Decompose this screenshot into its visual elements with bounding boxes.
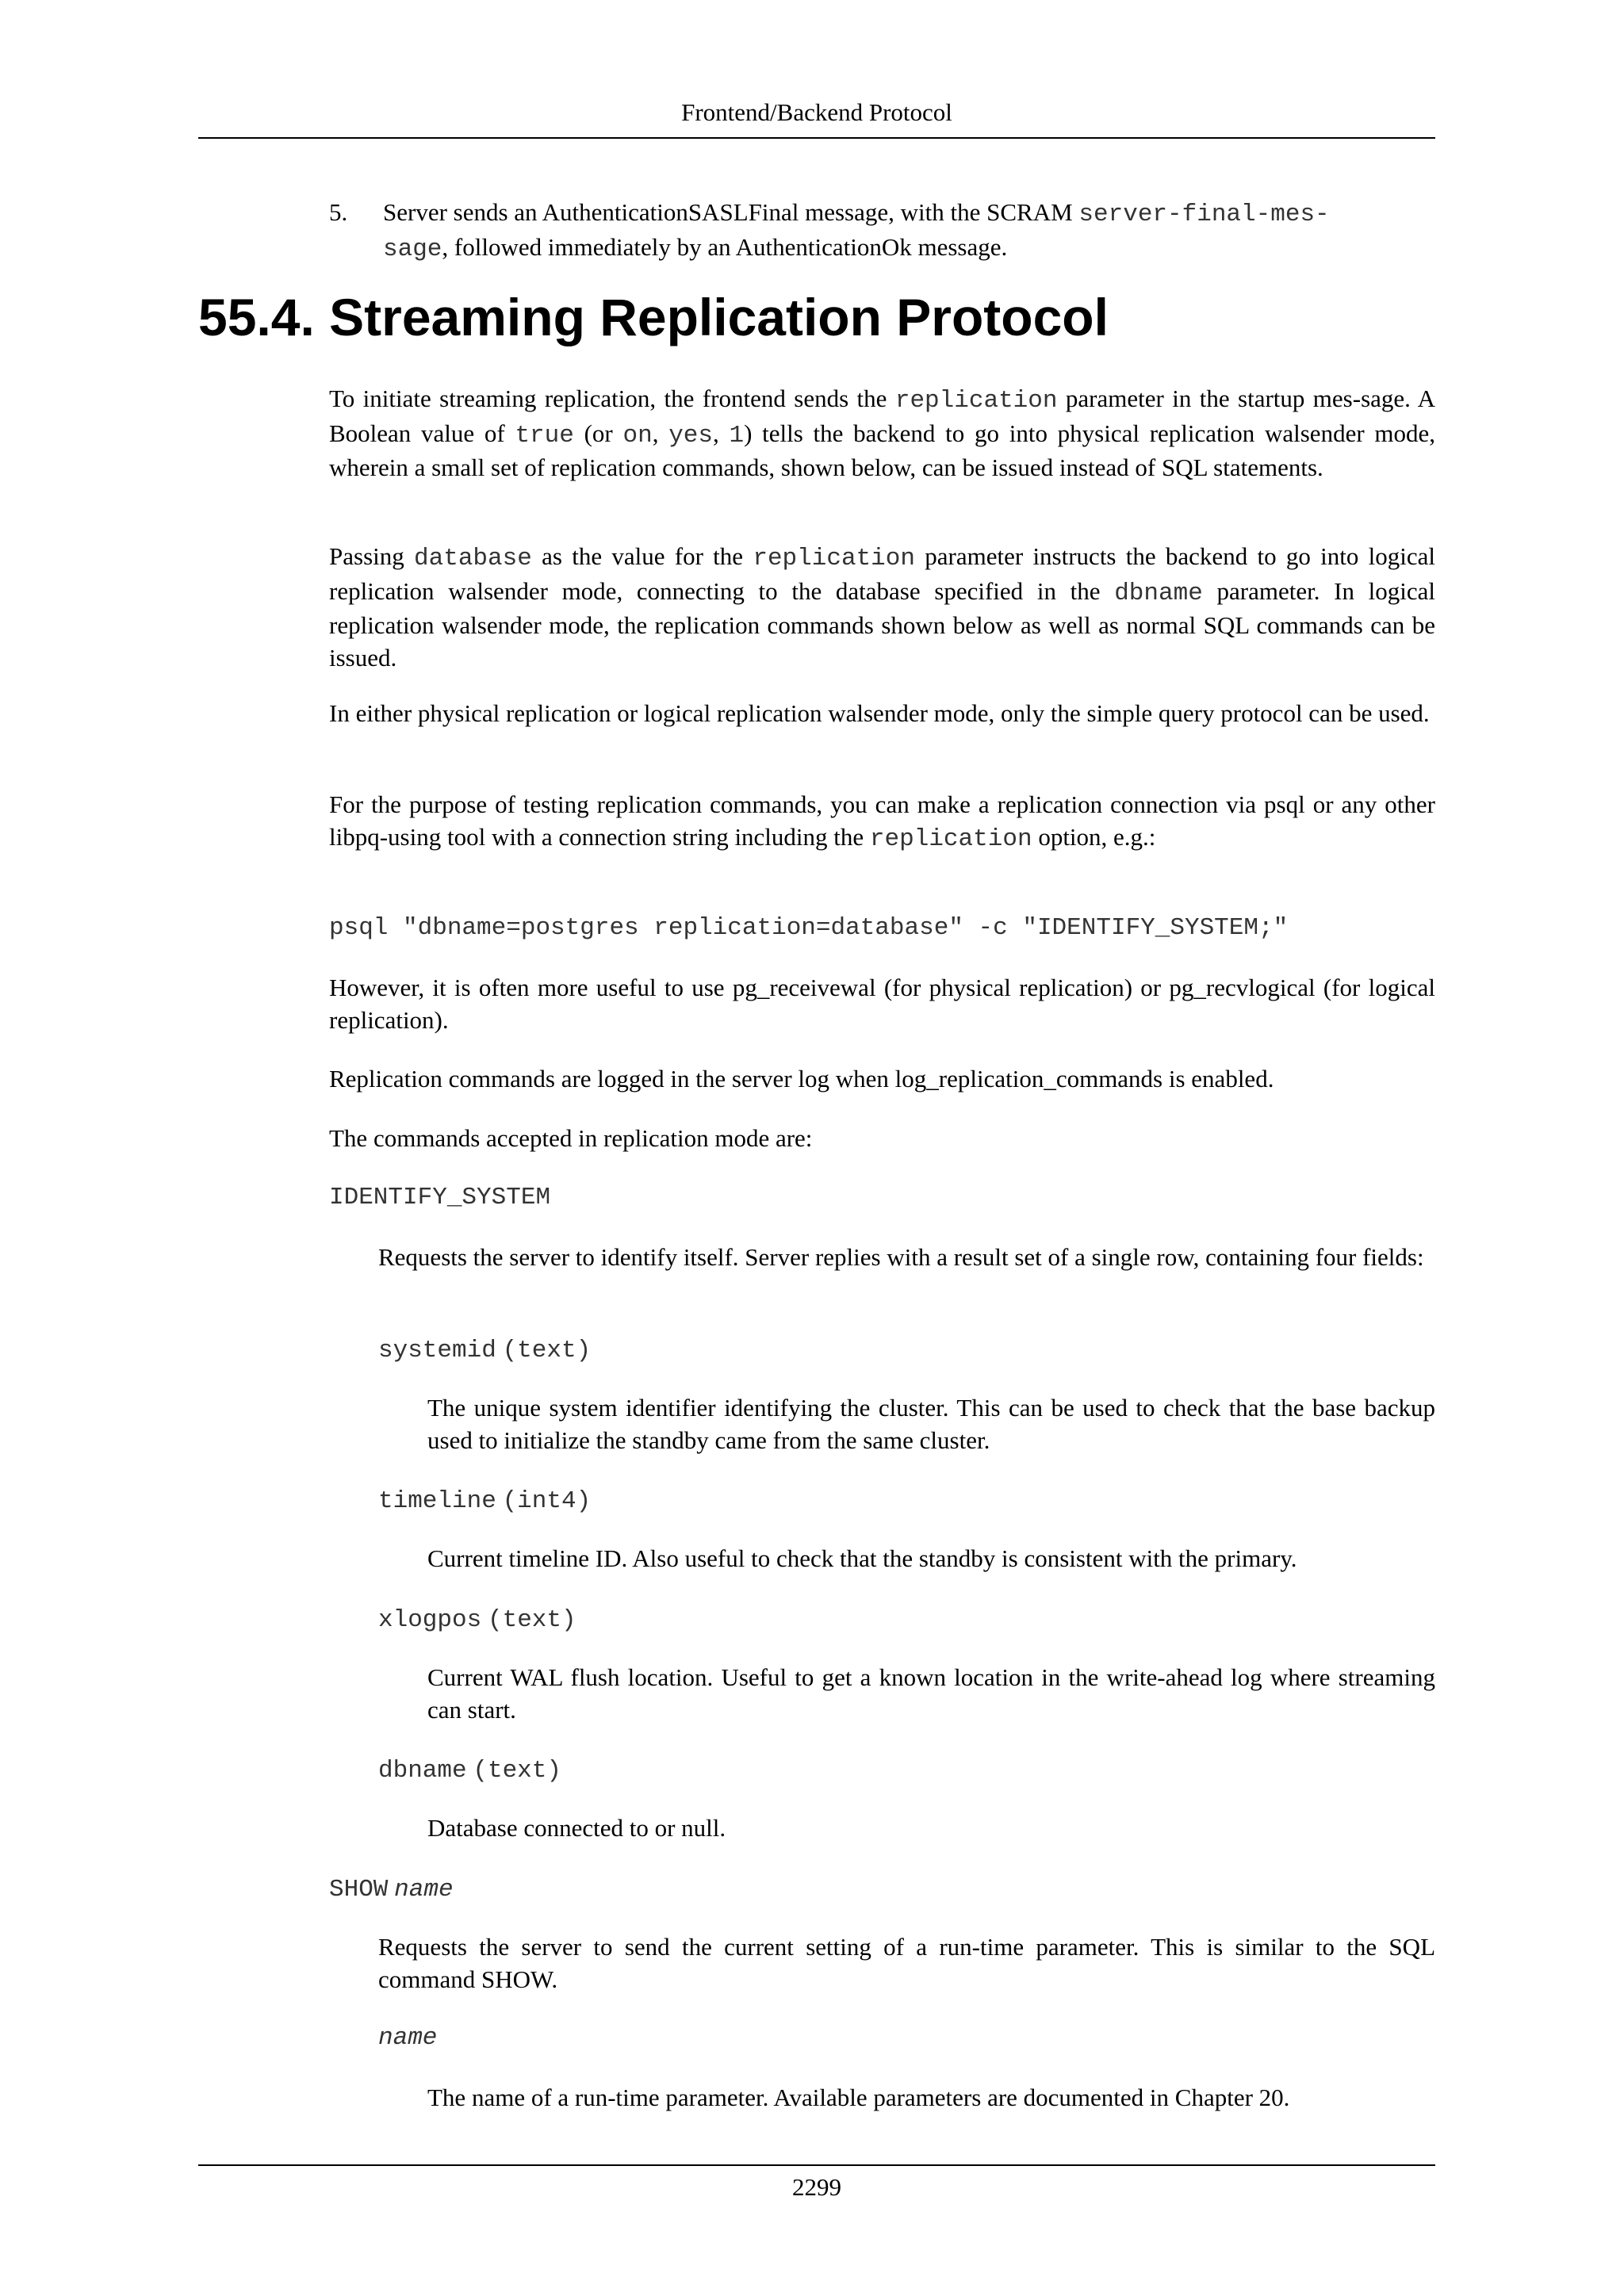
field-description: The unique system identifier identifying the cluster. This can be used to check that the base backup used to initialize the standby came from the same cluster.: [427, 1394, 1435, 1454]
paragraph: Replication commands are logged in the server log when log_replication_commands is enabled.: [329, 1065, 1274, 1093]
inline-code: yes: [668, 421, 713, 450]
field-description: Current WAL flush location. Useful to get a known location in the write-ahead log where streaming can start.: [427, 1663, 1435, 1724]
footer-rule: [198, 2164, 1435, 2166]
command-description: Requests the server to send the current setting of a run-time parameter. This is similar to the SQL command SHOW.: [378, 1933, 1435, 1993]
inline-code: sage: [383, 235, 442, 263]
field-term: timeline (int4): [378, 1487, 592, 1515]
header-rule: [198, 137, 1435, 139]
running-header: Frontend/Backend Protocol: [681, 98, 952, 126]
paragraph: To initiate streaming replication, the frontend sends the replication parameter in the startup mes-sage. A Boolean value of true (or on, yes, 1) tells the backend to go into physical replication walsender mode, wherein a small set of replication commands, shown below, can be issued instead of SQL statements.: [329, 385, 1436, 481]
parameter-term: name: [378, 2024, 438, 2052]
inline-code: true: [515, 421, 574, 450]
code-example: psql "dbname=postgres replication=database" -c "IDENTIFY_SYSTEM;": [329, 914, 1289, 942]
inline-code: 1: [729, 421, 745, 450]
inline-code: database: [414, 545, 532, 572]
paragraph: The commands accepted in replication mode are:: [329, 1124, 813, 1152]
inline-code: replication: [869, 825, 1032, 853]
field-description: Database connected to or null.: [427, 1814, 726, 1842]
inline-code: dbname: [1114, 579, 1203, 607]
parameter-description: The name of a run-time parameter. Available parameters are documented in Chapter 20.: [427, 2084, 1290, 2111]
inline-code: on: [622, 421, 653, 450]
page-number: 2299: [792, 2173, 841, 2201]
command-term: IDENTIFY_SYSTEM: [329, 1184, 551, 1211]
field-term: systemid (text): [378, 1337, 592, 1364]
field-term: dbname (text): [378, 1757, 561, 1785]
paragraph: For the purpose of testing replication commands, you can make a replication connection via psql or any other libpq-using tool with a connection string including the replication option, e.g.:: [329, 790, 1435, 853]
command-description: Requests the server to identify itself. Server replies with a result set of a single row, containing four fields:: [378, 1243, 1424, 1271]
list-item-text: Server sends an AuthenticationSASLFinal message, with the SCRAM server-final-mes- sage, followed immediately by an AuthenticationOk message.: [383, 198, 1330, 263]
inline-code: replication: [753, 545, 915, 572]
inline-code: replication: [894, 387, 1058, 415]
inline-code: server-final-mes-: [1078, 201, 1330, 228]
paragraph: Passing database as the value for the replication parameter instructs the backend to go into logical replication walsender mode, connecting to the database specified in the dbname parameter. In logical replication walsender mode, the replication commands shown below as well as normal SQL commands can be issued.: [329, 542, 1435, 672]
field-term: xlogpos (text): [378, 1606, 576, 1634]
field-description: Current timeline ID. Also useful to check that the standby is consistent with the primary.: [427, 1544, 1297, 1572]
paragraph: In either physical replication or logical replication walsender mode, only the simple query protocol can be used.: [329, 699, 1430, 727]
section-title: 55.4. Streaming Replication Protocol: [198, 288, 1109, 346]
paragraph: However, it is often more useful to use pg_receivewal (for physical replication) or pg_recvlogical (for logical replication).: [329, 974, 1435, 1034]
command-term: SHOW name: [329, 1876, 454, 1904]
list-item-number: 5.: [329, 198, 348, 226]
